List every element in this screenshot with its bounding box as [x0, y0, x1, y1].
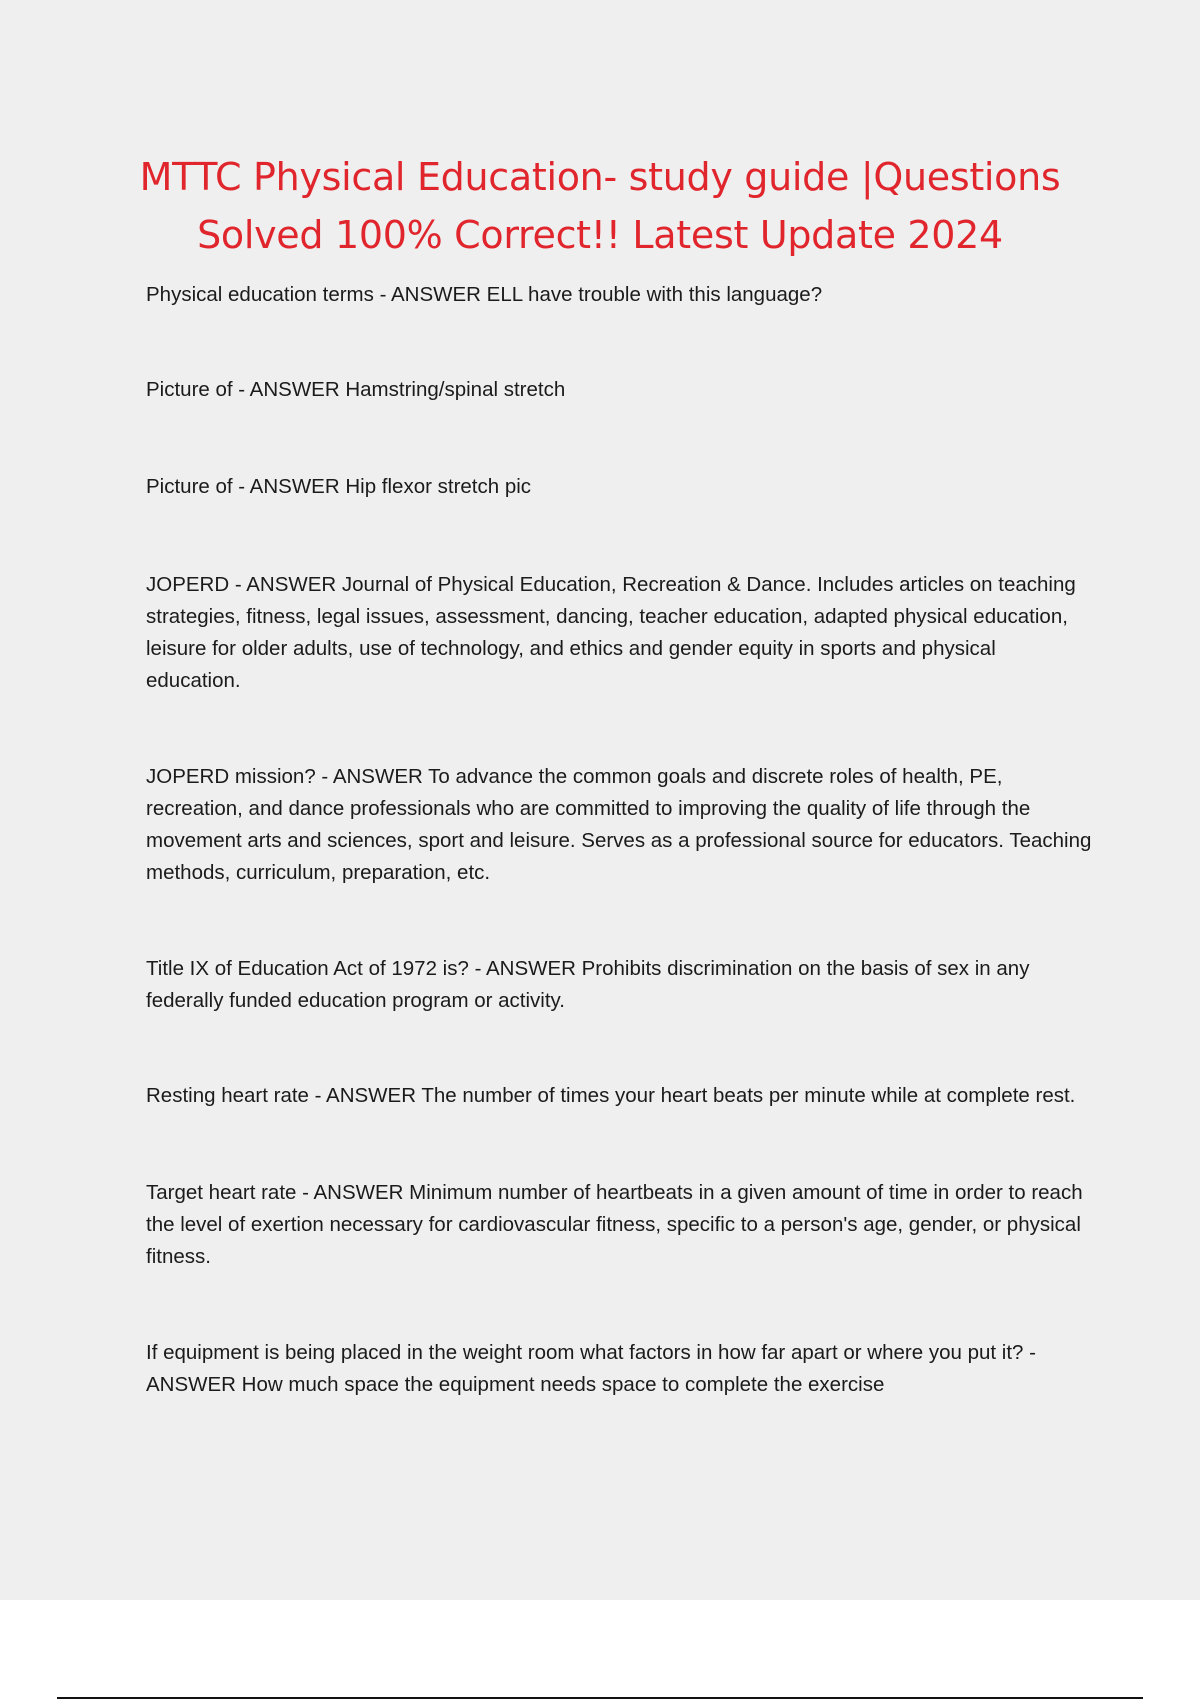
document-title	[120, 148, 1080, 264]
qa-item: Picture of - ANSWER Hamstring/spinal stretch	[146, 378, 566, 401]
qa-item: Picture of - ANSWER Hip flexor stretch pic	[146, 475, 532, 498]
page-footer-area	[0, 1600, 1200, 1700]
qa-item: If equipment is being placed in the weight room what factors in how far apart or where you put it? - ANSWER How much space the equipment needs space to complete the exercise	[146, 1341, 1036, 1396]
document-title-line-1: MTTC Physical Education- study guide |Questions	[139, 155, 1061, 199]
qa-item: JOPERD - ANSWER Journal of Physical Education, Recreation & Dance. Includes articles on teaching strategies, fitness, legal issues, assessment, dancing, teacher education, adapted physical education, leisure for older adults, use of technology, and ethics and gender equity in sports and physical education.	[146, 573, 1076, 692]
footer-divider	[57, 1697, 1143, 1699]
document-title-line-2: Solved 100% Correct!! Latest Update 2024	[197, 213, 1003, 257]
qa-item: Target heart rate - ANSWER Minimum number of heartbeats in a given amount of time in order to reach the level of exertion necessary for cardiovascular fitness, specific to a person's age, gender, or physical fitness.	[146, 1181, 1083, 1268]
qa-list	[146, 279, 1096, 1401]
qa-item: JOPERD mission? - ANSWER To advance the common goals and discrete roles of health, PE, recreation, and dance professionals who are committed to improving the quality of life through the movement arts and sciences, sport and leisure. Serves as a professional source for educators. Teaching methods, curriculum, preparation, etc.	[146, 765, 1092, 884]
qa-item: Physical education terms - ANSWER ELL have trouble with this language?	[146, 283, 823, 306]
qa-item: Resting heart rate - ANSWER The number of times your heart beats per minute while at complete rest.	[146, 1084, 1076, 1107]
qa-item: Title IX of Education Act of 1972 is? - ANSWER Prohibits discrimination on the basis of sex in any federally funded education program or activity.	[146, 957, 1030, 1012]
